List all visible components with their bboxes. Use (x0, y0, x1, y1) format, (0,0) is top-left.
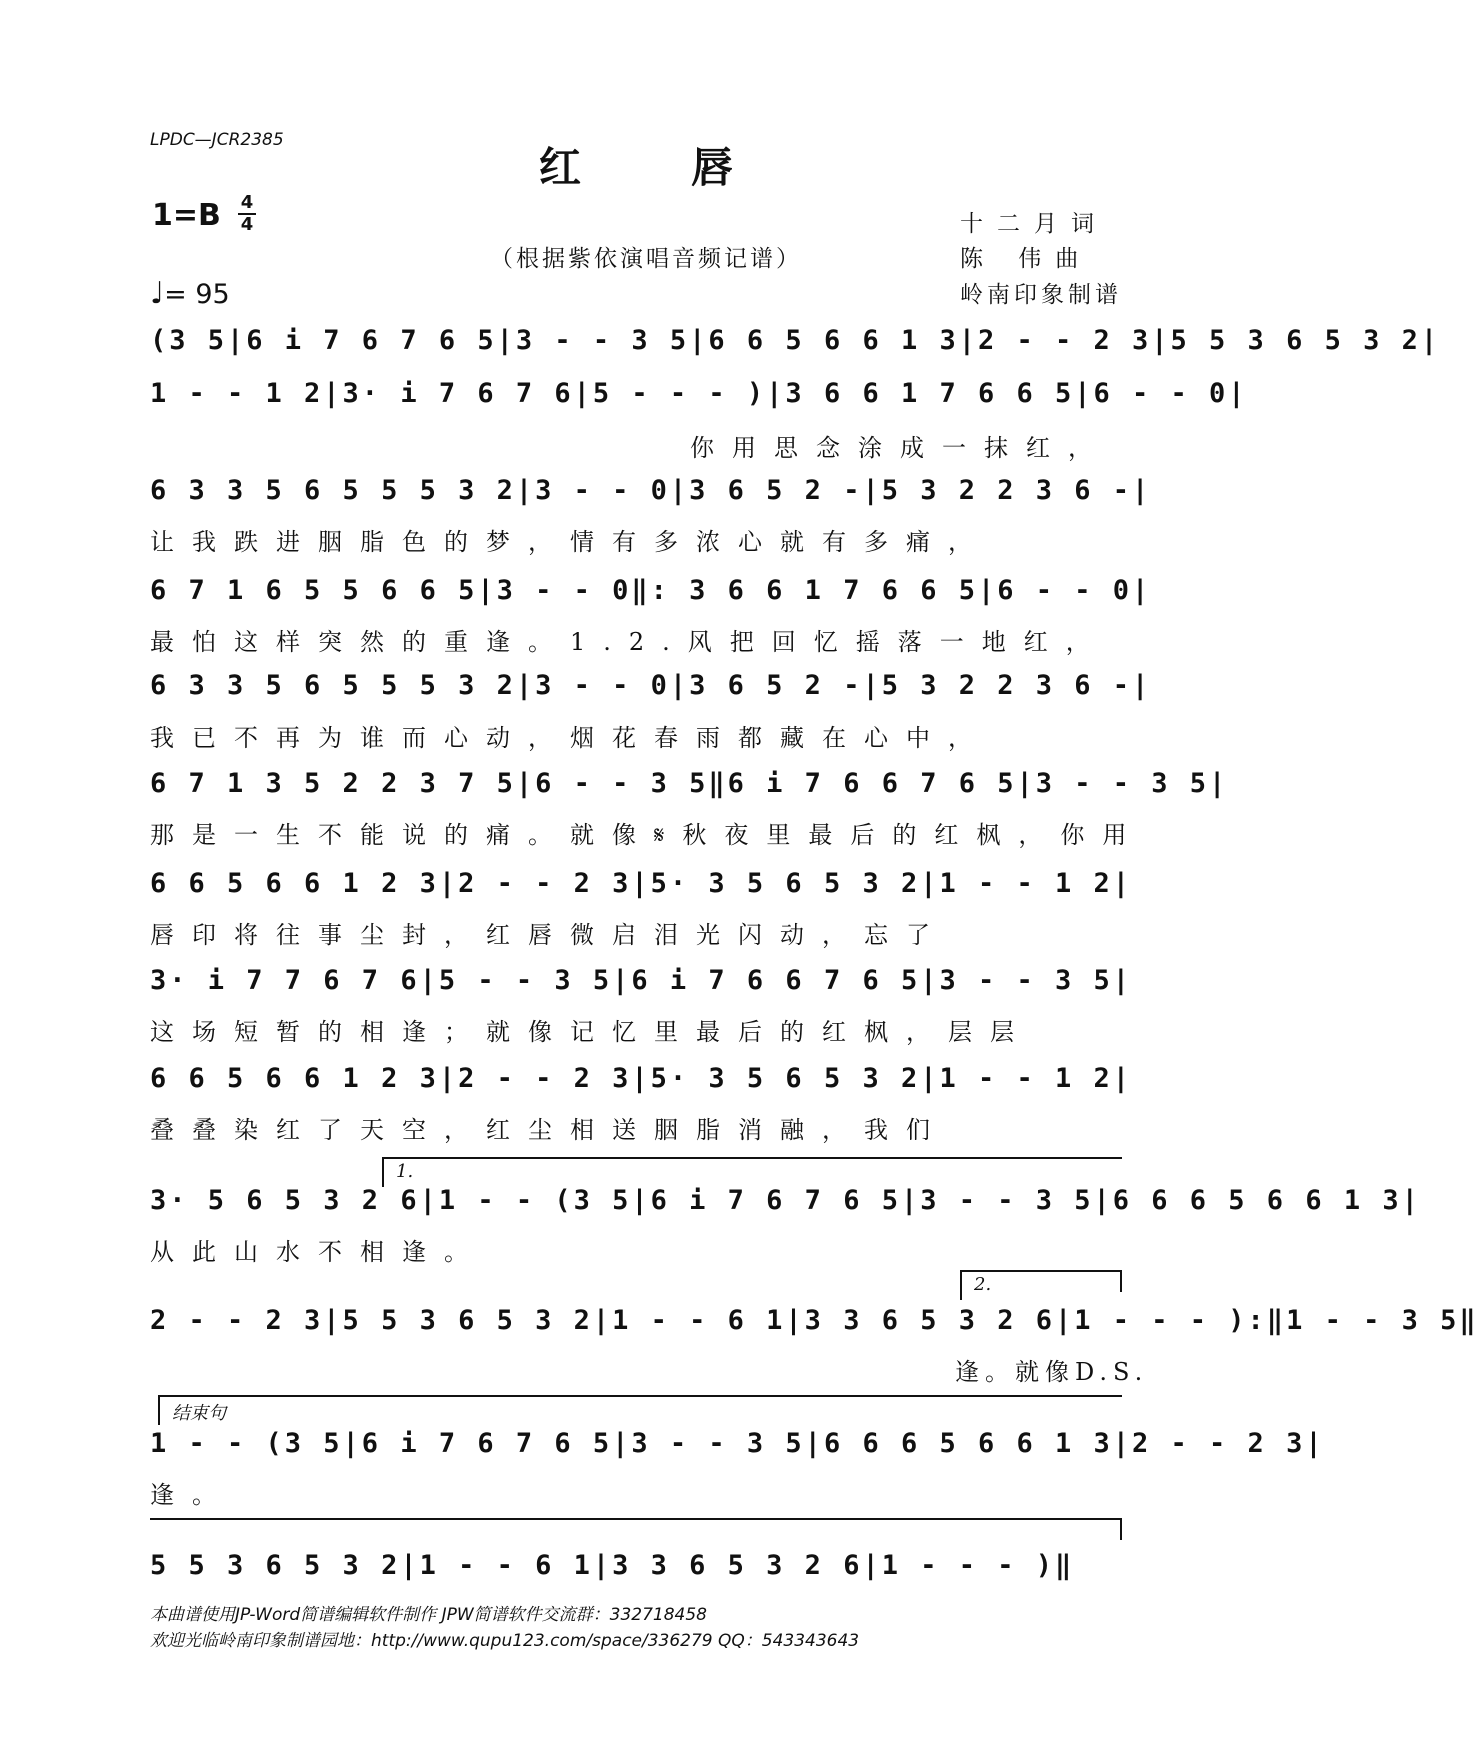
meter-top: 4 (240, 192, 254, 213)
score-row-1: (3 5|6 i 7 6 7 6 5|3 - - 3 5|6 6 5 6 6 1 3|2 - - 2 3|5 5 3 6 5 3 2| (150, 325, 1441, 356)
subtitle: （根据紫依演唱音频记谱） (490, 246, 802, 272)
score-row-8: 3· i 7 7 6 7 6|5 - - 3 5|6 i 7 6 6 7 6 5|3 - - 3 5| (150, 965, 1133, 996)
volta-bracket-1 (382, 1157, 1122, 1182)
coda-bracket (158, 1395, 1122, 1424)
score-row-10: 3· 5 6 5 3 2 6|1 - - (3 5|6 i 7 6 7 6 5|3 - - 3 5|6 6 6 5 6 6 1 3| (150, 1185, 1421, 1216)
time-signature (238, 193, 256, 235)
composer: 陈 伟曲 (960, 246, 1093, 272)
song-title: 红唇 (538, 143, 843, 192)
lyrics-row-8: 这场短暂的相逢；就像记忆里最后的红枫，层层 (150, 1018, 1032, 1046)
score-code: LPDC—JCR2385 (150, 130, 284, 150)
score-row-4: 6 7 1 6 5 5 6 6 5|3 - - 0‖: 3 6 6 1 7 6 6 5|6 - - 0| (150, 575, 1152, 606)
lyrics-row-2: 你用思念涂成一抹红， (690, 434, 1110, 462)
lyrics-row-12: 逢。 (150, 1481, 234, 1509)
key-signature: 1=B (152, 198, 221, 233)
lyrics-row-7: 唇印将往事尘封，红唇微启泪光闪动，忘了 (150, 921, 948, 949)
closing-bracket (150, 1518, 1122, 1520)
footer-line-1: 本曲谱使用JP-Word简谱编辑软件制作 JPW简谱软件交流群：332718458 (150, 1605, 707, 1625)
lyrics-row-5: 我已不再为谁而心动，烟花春雨都藏在心中， (150, 724, 990, 752)
coda-label: 结束句 (172, 1403, 226, 1424)
tempo-marking (150, 276, 230, 311)
volta-bracket-2 (960, 1270, 1122, 1295)
lyrics-row-3: 让我跌进胭脂色的梦，情有多浓心就有多痛， (150, 528, 990, 556)
tempo-value: = 95 (164, 279, 230, 310)
volta-1-label: 1. (396, 1161, 414, 1182)
score-row-3: 6 3 3 5 6 5 5 5 3 2|3 - - 0|3 6 5 2 -|5 3 2 2 3 6 -| (150, 475, 1152, 506)
lyrics-row-4: 最怕这样突然的重逢。1.2.风把回忆摇落一地红， (150, 628, 1108, 656)
lyrics-row-11: 逢。就像D.S. (955, 1358, 1149, 1386)
meter-bottom: 4 (240, 214, 254, 235)
score-row-12: 1 - - (3 5|6 i 7 6 7 6 5|3 - - 3 5|6 6 6 5 6 6 1 3|2 - - 2 3| (150, 1428, 1325, 1459)
score-row-13: 5 5 3 6 5 3 2|1 - - 6 1|3 3 6 5 3 2 6|1 - - - )‖ (150, 1550, 1075, 1581)
volta-2-label: 2. (974, 1274, 992, 1295)
lyrics-row-10: 从此山水不相逢。 (150, 1238, 486, 1266)
score-row-2: 1 - - 1 2|3· i 7 6 7 6|5 - - - )|3 6 6 1 7 6 6 5|6 - - 0| (150, 378, 1248, 409)
score-row-5: 6 3 3 5 6 5 5 5 3 2|3 - - 0|3 6 5 2 -|5 3 2 2 3 6 -| (150, 670, 1152, 701)
score-row-6: 6 7 1 3 5 2 2 3 7 5|6 - - 3 5‖6 i 7 6 6 7 6 5|3 - - 3 5| (150, 768, 1229, 799)
lyricist: 十二月词 (960, 211, 1108, 237)
quarter-note-icon: ♩ (150, 276, 165, 311)
lyrics-row-9: 叠叠染红了天空，红尘相送胭脂消融，我们 (150, 1116, 948, 1144)
score-row-7: 6 6 5 6 6 1 2 3|2 - - 2 3|5· 3 5 6 5 3 2|1 - - 1 2| (150, 868, 1133, 899)
score-row-11: 2 - - 2 3|5 5 3 6 5 3 2|1 - - 6 1|3 3 6 5 3 2 6|1 - - - ):‖1 - - 3 5‖ (150, 1305, 1479, 1336)
lyrics-row-6: 那是一生不能说的痛。就像𝄋秋夜里最后的红枫，你用 (150, 821, 1145, 849)
score-row-9: 6 6 5 6 6 1 2 3|2 - - 2 3|5· 3 5 6 5 3 2|1 - - 1 2| (150, 1063, 1133, 1094)
footer-line-2: 欢迎光临岭南印象制谱园地：http://www.qupu123.com/space/336279 QQ：543343643 (150, 1631, 860, 1651)
arranger: 岭南印象制谱 (960, 282, 1122, 308)
